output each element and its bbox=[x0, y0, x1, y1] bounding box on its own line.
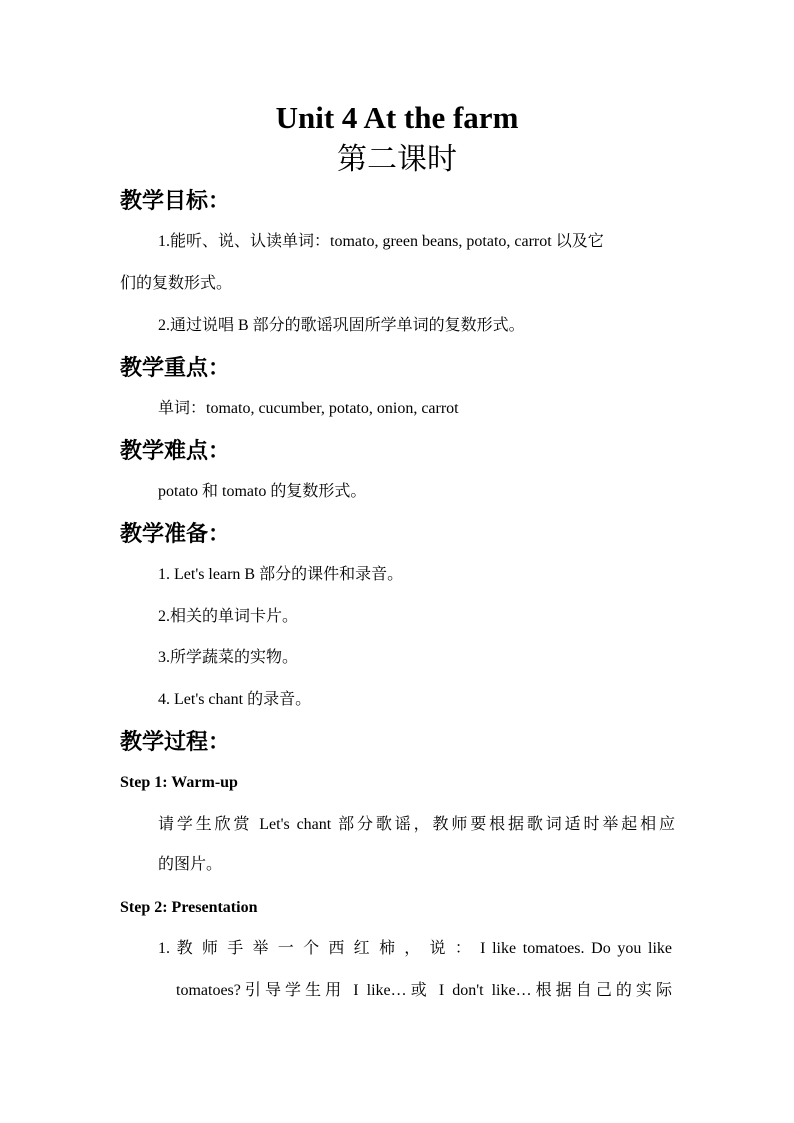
objective-item-2: 2.通过说唱 B 部分的歌谣巩固所学单词的复数形式。 bbox=[158, 317, 525, 334]
preparation-item-4: 4. Let's chant 的录音。 bbox=[158, 691, 312, 708]
section-heading-key-points: 教学重点： bbox=[120, 355, 231, 380]
document-subtitle: 第二课时 bbox=[337, 143, 457, 176]
step-2-line-1: 1. 教 师 手 举 一 个 西 红 柿 ， 说 ： I like tomatoes. Do you like bbox=[158, 940, 672, 957]
step-1-title: Step 1: Warm-up bbox=[120, 774, 238, 791]
step-1-line-1: 请学生欣赏 Let's chant 部分歌谣，教师要根据歌词适时举起相应 bbox=[158, 816, 675, 833]
document-title: Unit 4 At the farm bbox=[275, 100, 519, 135]
objective-item-1-line-2: 们的复数形式。 bbox=[120, 275, 233, 292]
step-2-line-2: tomatoes?引导学生用 I like…或 I don't like…根据自己的实际 bbox=[176, 982, 672, 999]
difficulties-text: potato 和 tomato 的复数形式。 bbox=[158, 483, 367, 500]
preparation-item-3: 3.所学蔬菜的实物。 bbox=[158, 649, 299, 666]
section-heading-objectives: 教学目标： bbox=[120, 188, 231, 213]
preparation-item-2: 2.相关的单词卡片。 bbox=[158, 608, 299, 625]
objective-item-1-line-1: 1.能听、说、认读单词：tomato, green beans, potato, carrot 以及它 bbox=[158, 233, 604, 250]
key-points-text: 单词：tomato, cucumber, potato, onion, carrot bbox=[158, 400, 459, 417]
step-2-title: Step 2: Presentation bbox=[120, 899, 258, 916]
section-heading-preparation: 教学准备： bbox=[120, 521, 231, 546]
preparation-item-1: 1. Let's learn B 部分的课件和录音。 bbox=[158, 566, 404, 583]
section-heading-difficulties: 教学难点： bbox=[120, 438, 231, 463]
section-heading-process: 教学过程： bbox=[120, 729, 231, 754]
step-1-line-2: 的图片。 bbox=[158, 856, 223, 873]
